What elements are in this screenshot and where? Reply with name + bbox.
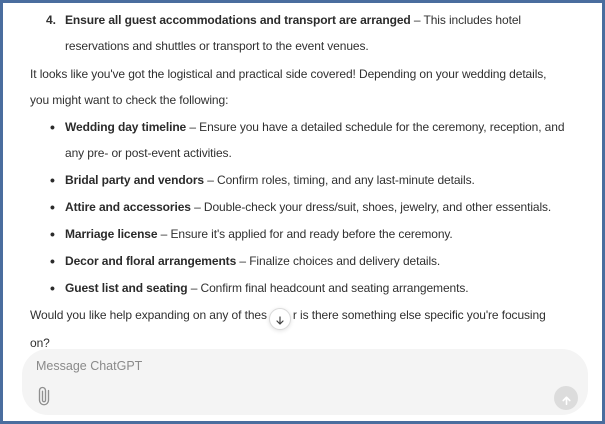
assistant-message — [3, 3, 602, 356]
list-item-wedding-day-timeline — [30, 114, 582, 166]
list-item-rest: – Finalize choices and delivery details. — [236, 254, 441, 268]
list-item-bold: Guest list and seating — [65, 281, 188, 295]
list-item-bold: Attire and accessories — [65, 200, 191, 214]
list-item-bold: Bridal party and vendors — [65, 173, 204, 187]
list-item-line2: any pre- or post-event activities. — [65, 146, 232, 160]
intro-line2: you might want to check the following: — [30, 93, 229, 107]
scroll-to-bottom-button[interactable] — [269, 308, 291, 330]
numbered-item-line2: reservations and shuttles or transport to the event venues. — [65, 39, 369, 53]
list-number: 4. — [46, 13, 56, 27]
list-item-rest: – Confirm roles, timing, and any last-minute details. — [203, 173, 475, 187]
list-item-decor — [30, 248, 582, 274]
list-item-rest: – Ensure it's applied for and ready before the ceremony. — [157, 227, 453, 241]
intro-paragraph — [30, 61, 582, 113]
message-input[interactable] — [36, 359, 538, 381]
list-item-attire — [30, 194, 582, 220]
closing-paragraph — [30, 302, 582, 356]
list-item-rest: – Double-check your dress/suit, shoes, jewelry, and other essentials. — [190, 200, 552, 214]
attach-button[interactable] — [33, 385, 55, 407]
list-item-marriage-license — [30, 221, 582, 247]
list-item-guest-list — [30, 275, 582, 301]
send-button[interactable] — [554, 386, 578, 410]
list-item-rest: – Ensure you have a detailed schedule for the ceremony, reception, and — [186, 120, 565, 134]
closing-line2: on? — [30, 335, 50, 350]
paperclip-icon — [31, 383, 56, 408]
numbered-list-item — [46, 7, 582, 59]
numbered-item-bold: Ensure all guest accommodations and transport are arranged — [65, 13, 411, 27]
intro-line1: It looks like you've got the logistical and practical side covered! Depending on your wedding details, — [30, 67, 547, 81]
list-item-bold: Decor and floral arrangements — [65, 254, 237, 268]
list-item-bridal-party — [30, 167, 582, 193]
message-composer — [22, 349, 588, 415]
numbered-item-text — [65, 7, 521, 59]
checklist — [30, 114, 582, 301]
list-item-bold: Wedding day timeline — [65, 120, 187, 134]
arrow-up-icon — [560, 394, 573, 407]
list-item-bold: Marriage license — [65, 227, 158, 241]
closing-before: Would you like help expanding on any of thes — [30, 308, 267, 322]
numbered-item-rest: – This includes hotel — [410, 13, 521, 27]
arrow-down-icon — [274, 315, 286, 327]
list-item-rest: – Confirm final headcount and seating arrangements. — [187, 281, 469, 295]
closing-after: r is there something else specific you're focusing — [292, 308, 546, 322]
